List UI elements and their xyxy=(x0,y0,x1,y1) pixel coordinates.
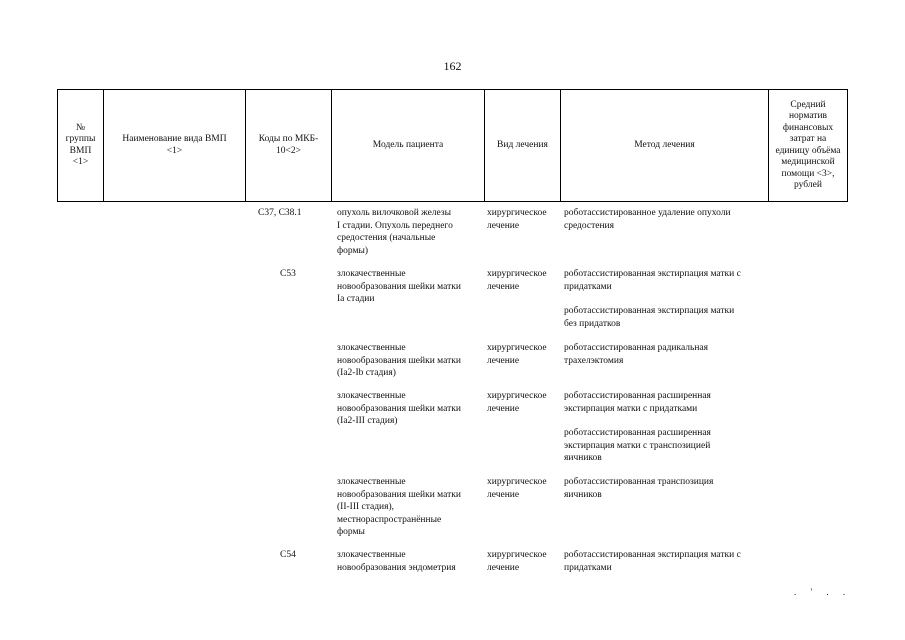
scan-marks: . ' . . xyxy=(794,587,852,597)
page-number: 162 xyxy=(443,59,462,73)
row-treatment-method: роботассистированная расширенная экстирпация матки с придатками xyxy=(564,391,711,414)
row-patient-model: злокачественные новообразования шейки матки (Ia2-III стадия) xyxy=(337,391,461,426)
row-treatment-type: хирургическое лечение xyxy=(487,391,547,414)
row-patient-model: злокачественные новообразования шейки матки (II-III стадия), местнораспространённые формы xyxy=(337,477,461,537)
row-treatment-type: хирургическое лечение xyxy=(487,477,547,500)
row-treatment-method: роботассистированная расширенная экстирпация матки с транспозицией яичников xyxy=(564,428,711,463)
row-treatment-method: роботассистированная транспозиция яичников xyxy=(564,477,714,500)
header-icd-codes: Коды по МКБ- 10<2> xyxy=(246,90,332,201)
header-group-number: № группы ВМП <1> xyxy=(58,90,104,201)
row-treatment-type: хирургическое лечение xyxy=(487,208,547,231)
row-treatment-method: роботассистированная экстирпация матки без придатков xyxy=(564,306,735,329)
table-header xyxy=(57,89,848,202)
header-vmp-name: Наименование вида ВМП <1> xyxy=(104,90,246,201)
row-treatment-method: роботассистированная экстирпация матки с придатками xyxy=(564,550,741,573)
header-treatment-type: Вид лечения xyxy=(485,90,561,201)
row-treatment-method: роботассистированная радикальная трахелэктомия xyxy=(564,343,709,366)
row-patient-model: злокачественные новообразования эндометрия xyxy=(337,550,456,573)
row-icd-code: C37, C38.1 xyxy=(258,208,302,218)
header-average-cost: Средний норматив финансовых затрат на единицу объёма медицинской помощи <3>, рублей xyxy=(775,99,841,190)
row-treatment-method: роботассистированная экстирпация матки с придатками xyxy=(564,269,741,292)
row-icd-code: C53 xyxy=(280,269,296,279)
row-treatment-type: хирургическое лечение xyxy=(487,269,547,292)
row-treatment-type: хирургическое лечение xyxy=(487,550,547,573)
header-patient-model: Модель пациента xyxy=(332,90,485,201)
row-patient-model: злокачественные новообразования шейки матки Ia стадии xyxy=(337,269,461,304)
row-patient-model: злокачественные новообразования шейки матки (Ia2-Ib стадия) xyxy=(337,343,461,378)
header-treatment-method: Метод лечения xyxy=(561,90,769,201)
row-treatment-type: хирургическое лечение xyxy=(487,343,547,366)
row-icd-code: C54 xyxy=(280,550,296,560)
row-patient-model: опухоль вилочковой железы I стадии. Опухоль переднего средостения (начальные формы) xyxy=(337,208,453,256)
row-treatment-method: роботассистированное удаление опухоли средостения xyxy=(564,208,731,231)
